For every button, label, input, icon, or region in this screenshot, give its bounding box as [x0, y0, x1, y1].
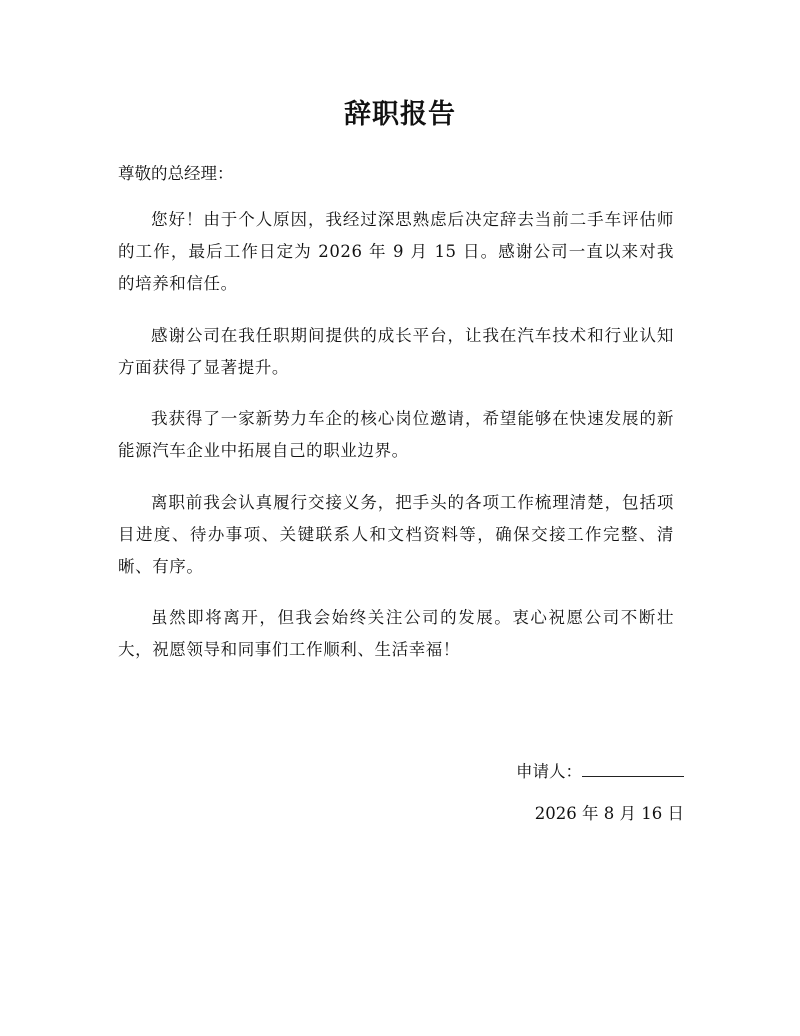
signature-block: [384, 760, 684, 784]
salutation: 尊敬的总经理：: [118, 164, 234, 183]
paragraph-handover: 离职前我会认真履行交接义务，把手头的各项工作梳理清楚，包括项目进度、待办事项、关键联系人和文档资料等，确保交接工作完整、清晰、有序。: [118, 492, 674, 576]
letter-date: 2026 年 8 月 16 日: [534, 804, 684, 823]
signature-line: [384, 760, 684, 784]
paragraph-greeting: 您好！由于个人原因，我经过深思熟虑后决定辞去当前二手车评估师的工作，最后工作日定为 2026 年 9 月 15 日。感谢公司一直以来对我的培养和信任。: [118, 210, 674, 293]
paragraph-reason: 我获得了一家新势力车企的核心岗位邀请，希望能够在快速发展的新能源汽车企业中拓展自己的职业边界。: [118, 409, 674, 460]
paragraph-closing: 虽然即将离开，但我会始终关注公司的发展。衷心祝愿公司不断壮大，祝愿领导和同事们工作顺利、生活幸福！: [118, 608, 674, 659]
letter-body: [118, 204, 674, 686]
signature-label: 申请人：: [516, 762, 582, 781]
signature-blank-line: [582, 761, 684, 777]
paragraph-gratitude: 感谢公司在我任职期间提供的成长平台，让我在汽车技术和行业认知方面获得了显著提升。: [118, 325, 674, 377]
document-title: 辞职报告: [344, 99, 456, 130]
